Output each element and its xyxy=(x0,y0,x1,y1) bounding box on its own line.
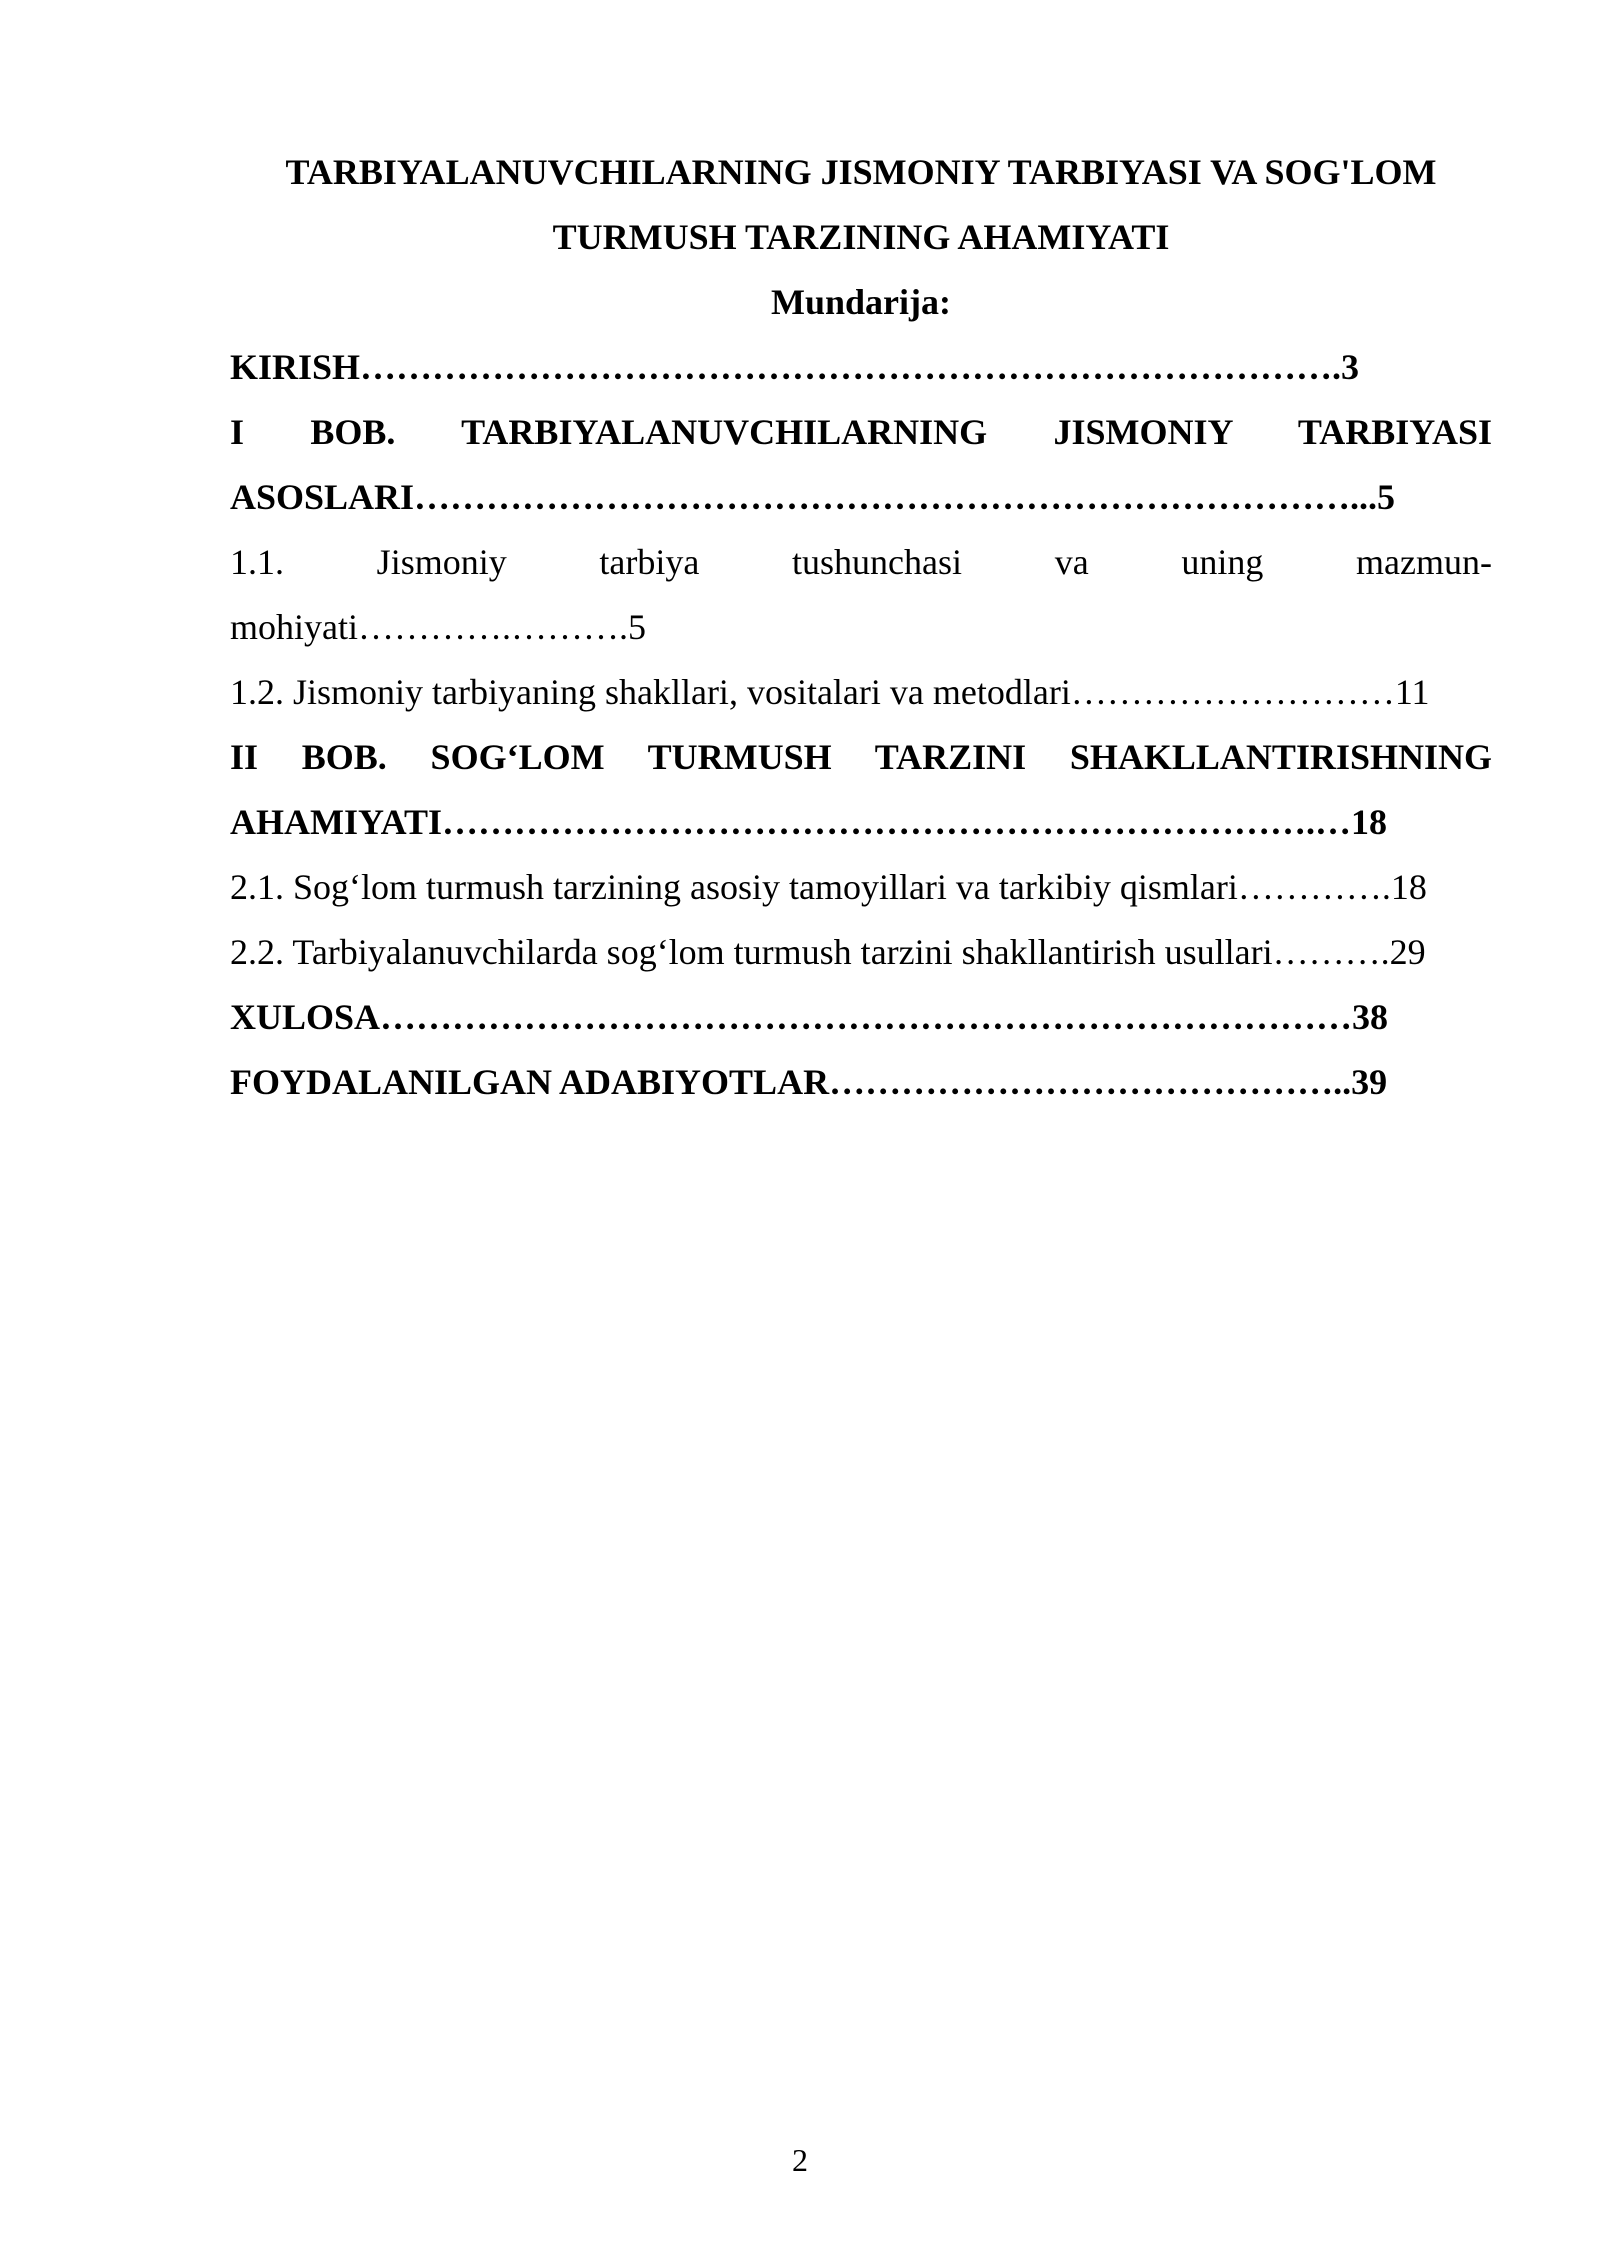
toc-entry-references: FOYDALANILGAN ADABIYOTLAR……………………………………..39 xyxy=(230,1062,1388,1102)
toc-entry-section-1-1-cont: mohiyati………….……….5 xyxy=(230,607,646,647)
toc-heading: Mundarija: xyxy=(771,282,951,322)
toc-entry-chapter-1-cont: ASOSLARI……………………………………………………………………...5 xyxy=(230,477,1396,517)
toc-entry-chapter-2: II BOB. SOG‘LOM TURMUSH TARZINI SHAKLLANTIRISHNING xyxy=(230,737,1492,777)
toc-entry-section-1-1: 1.1. Jismoniy tarbiya tushunchasi va uning mazmun- xyxy=(230,542,1492,582)
toc-entry-kirish: KIRISH……………………………………………………………………….3 xyxy=(230,347,1360,387)
toc-entry-xulosa: XULOSA………………………………………………………………………38 xyxy=(230,997,1389,1037)
toc-entry-section-1-2: 1.2. Jismoniy tarbiyaning shakllari, vositalari va metodlari………………………11 xyxy=(230,672,1430,712)
page-number: 2 xyxy=(792,2142,808,2178)
document-title-line-2: TURMUSH TARZINING AHAMIYATI xyxy=(552,217,1170,257)
document-title-line-1: TARBIYALANUVCHILARNING JISMONIY TARBIYASI VA SOG'LOM xyxy=(285,152,1437,192)
toc-entry-chapter-2-cont: AHAMIYATI……………………………………………………………….…18 xyxy=(230,802,1388,842)
toc-entry-chapter-1: I BOB. TARBIYALANUVCHILARNING JISMONIY TARBIYASI xyxy=(230,412,1492,452)
toc-entry-section-2-1: 2.1. Sog‘lom turmush tarzining asosiy tamoyillari va tarkibiy qismlari………….18 xyxy=(230,867,1427,907)
toc-entry-section-2-2: 2.2. Tarbiyalanuvchilarda sog‘lom turmush tarzini shakllantirish usullari……….29 xyxy=(230,932,1426,972)
